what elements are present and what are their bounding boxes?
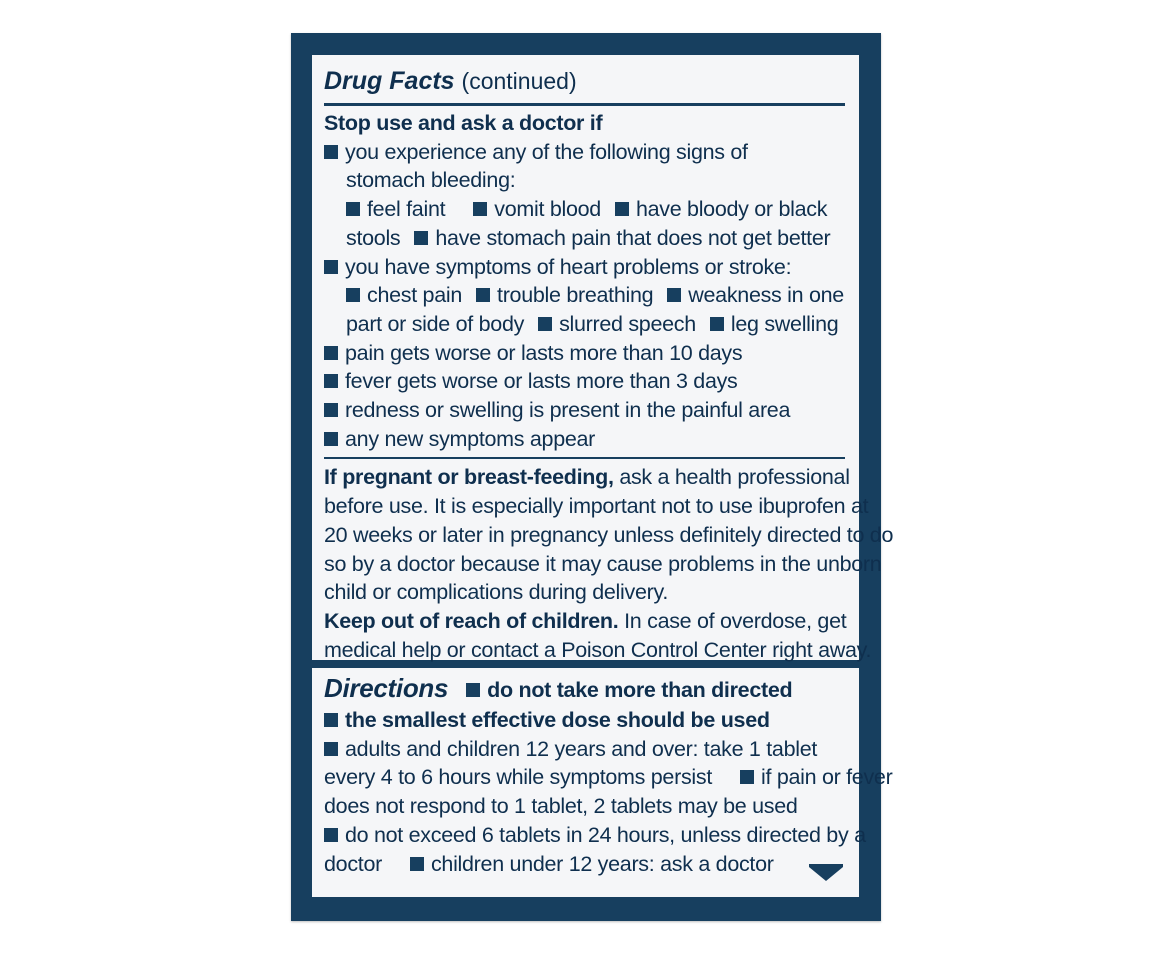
square-bullet-icon (346, 288, 360, 302)
arrow-down-icon (809, 867, 843, 881)
list-item: feel faint vomit blood have bloody or black (324, 195, 849, 224)
list-item: chest pain trouble breathing weakness in one (324, 281, 849, 310)
pregnancy-warning: If pregnant or breast-feeding, ask a health professional (324, 465, 850, 490)
pregnancy-warning-text: child or complications during delivery. (324, 580, 669, 605)
square-bullet-icon (410, 857, 424, 871)
title-continued: (continued) (461, 68, 577, 94)
square-bullet-icon (324, 403, 338, 417)
list-item: pain gets worse or lasts more than 10 days (324, 339, 849, 368)
directions-heading: Directions (324, 673, 449, 703)
list-item: any new symptoms appear (324, 425, 849, 454)
list-item: every 4 to 6 hours while symptoms persist if pain or fever (324, 765, 893, 790)
list-item: the smallest effective dose should be used (324, 706, 849, 735)
square-bullet-icon (476, 288, 490, 302)
square-bullet-icon (466, 683, 480, 697)
pregnancy-warning-text: 20 weeks or later in pregnancy unless definitely directed to do (324, 522, 894, 547)
square-bullet-icon (710, 317, 724, 331)
list-item: redness or swelling is present in the painful area (324, 396, 849, 425)
title-bold: Drug Facts (324, 67, 455, 95)
square-bullet-icon (538, 317, 552, 331)
list-item: you experience any of the following signs of (324, 138, 849, 167)
drug-facts-warnings-box (312, 55, 894, 662)
children-warning: Keep out of reach of children. In case of overdose, get (324, 608, 847, 633)
list-item: adults and children 12 years and over: take 1 tablet (324, 735, 849, 764)
square-bullet-icon (473, 202, 487, 216)
drug-facts-title (324, 55, 849, 101)
square-bullet-icon (667, 288, 681, 302)
list-item: fever gets worse or lasts more than 3 days (324, 367, 849, 396)
pregnancy-warning-text: before use. It is especially important not to use ibuprofen at (324, 494, 869, 519)
divider (324, 457, 845, 459)
directions-heading-line: Directions do not take more than directed (324, 673, 793, 703)
square-bullet-icon (615, 202, 629, 216)
list-item-cont: stomach bleeding: (346, 168, 516, 193)
list-item: does not respond to 1 tablet, 2 tablets may be used (324, 794, 798, 819)
children-warning-text: medical help or contact a Poison Control Center right away. (324, 637, 872, 662)
square-bullet-icon (324, 713, 338, 727)
list-item: doctor children under 12 years: ask a doctor (324, 851, 774, 876)
square-bullet-icon (324, 374, 338, 388)
square-bullet-icon (346, 202, 360, 216)
divider (324, 103, 845, 106)
list-item: part or side of body slurred speech leg swelling (346, 311, 839, 336)
square-bullet-icon (740, 770, 754, 784)
square-bullet-icon (324, 145, 338, 159)
list-item: stools have stomach pain that does not get better (346, 225, 831, 250)
square-bullet-icon (324, 260, 338, 274)
pregnancy-warning-text: so by a doctor because it may cause problems in the unborn (324, 551, 882, 576)
directions-box (312, 668, 893, 897)
stop-use-heading: Stop use and ask a doctor if (324, 111, 603, 135)
square-bullet-icon (324, 828, 338, 842)
list-item: you have symptoms of heart problems or stroke: (324, 253, 849, 282)
square-bullet-icon (324, 346, 338, 360)
square-bullet-icon (324, 432, 338, 446)
square-bullet-icon (324, 742, 338, 756)
list-item: do not exceed 6 tablets in 24 hours, unless directed by a (324, 821, 849, 850)
square-bullet-icon (414, 231, 428, 245)
